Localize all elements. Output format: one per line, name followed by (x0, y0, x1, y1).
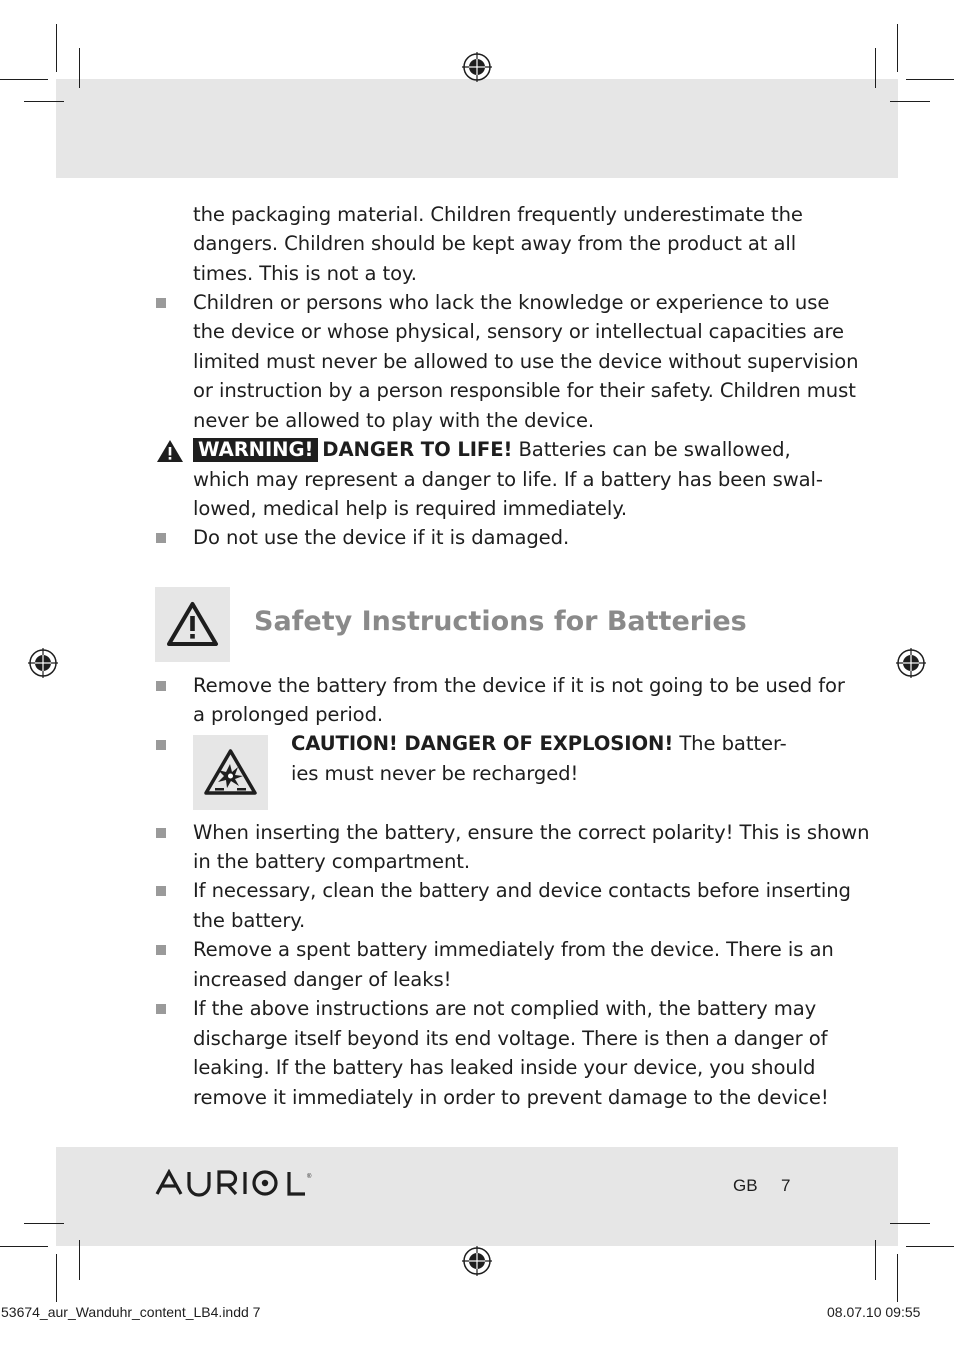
warning-triangle-icon (166, 601, 219, 647)
body-line: discharge itself beyond its end voltage. There is then a danger of (193, 1027, 828, 1050)
page-number: 7 (781, 1176, 791, 1195)
warning-line: which may represent a danger to life. If a battery has been swal- (193, 468, 823, 491)
body-line: If the above instructions are not complied with, the battery may (193, 997, 817, 1020)
bullet-marker (156, 886, 166, 896)
crop-mark (24, 1223, 64, 1224)
body-line: or instruction by a person responsible for their safety. Children must (193, 379, 856, 402)
crop-mark (890, 1223, 930, 1224)
body-line: times. This is not a toy. (193, 262, 417, 285)
crop-mark (875, 48, 876, 88)
body-line: If necessary, clean the battery and device contacts before inserting (193, 879, 851, 902)
warning-line (193, 435, 791, 465)
header-band (56, 79, 898, 178)
registration-mark-icon (28, 648, 58, 678)
body-line: the packaging material. Children frequently underestimate the (193, 203, 803, 226)
crop-mark (897, 24, 898, 72)
registration-mark-icon (462, 52, 492, 82)
section-title: Safety Instructions for Batteries (254, 606, 747, 637)
warning-line: lowed, medical help is required immediately. (193, 497, 628, 520)
registration-mark-icon (462, 1246, 492, 1276)
slug-date: 08.07.10 09:55 (827, 1304, 921, 1320)
bullet-marker (156, 681, 166, 691)
warning-bold: DANGER TO LIFE! (322, 438, 513, 461)
registration-mark-icon (896, 648, 926, 678)
caution-line (291, 729, 787, 759)
body-line: Children or persons who lack the knowledge or experience to use (193, 291, 830, 314)
bullet-marker (156, 945, 166, 955)
caution-text: The batter- (673, 732, 787, 755)
crop-mark (906, 1246, 954, 1247)
crop-mark (0, 79, 48, 80)
body-line: in the battery compartment. (193, 850, 471, 873)
body-line: remove it immediately in order to prevent damage to the device! (193, 1086, 829, 1109)
body-line: increased danger of leaks! (193, 968, 452, 991)
slug-filename: 53674_aur_Wanduhr_content_LB4.indd 7 (1, 1304, 261, 1320)
caution-bold: CAUTION! DANGER OF EXPLOSION! (291, 732, 674, 755)
body-line: the device or whose physical, sensory or intellectual capacities are (193, 320, 845, 343)
crop-mark (875, 1240, 876, 1280)
warning-triangle-icon (156, 439, 184, 463)
crop-mark (56, 24, 57, 72)
caution-line: ies must never be recharged! (291, 762, 579, 785)
crop-mark (79, 48, 80, 88)
warning-text: Batteries can be swallowed, (512, 438, 791, 461)
body-line: the battery. (193, 909, 306, 932)
body-line: limited must never be allowed to use the device without supervision (193, 350, 859, 373)
body-line: Remove a spent battery immediately from the device. There is an (193, 938, 834, 961)
page-language: GB (733, 1176, 758, 1195)
body-line: never be allowed to play with the device. (193, 409, 595, 432)
body-line: Remove the battery from the device if it is not going to be used for (193, 674, 845, 697)
body-line: dangers. Children should be kept away from the product at all (193, 232, 797, 255)
crop-mark (897, 1254, 898, 1302)
body-line: When inserting the battery, ensure the correct polarity! This is shown (193, 821, 870, 844)
crop-mark (79, 1240, 80, 1280)
bullet-marker (156, 533, 166, 543)
crop-mark (890, 101, 930, 102)
explosion-icon (203, 748, 258, 796)
section-icon-box (155, 587, 230, 662)
crop-mark (56, 1254, 57, 1302)
bullet-marker (156, 740, 166, 750)
bullet-marker (156, 1004, 166, 1014)
crop-mark (24, 101, 64, 102)
bullet-marker (156, 828, 166, 838)
brand-logo (155, 1169, 330, 1197)
explosion-icon-box (193, 735, 268, 810)
warning-badge: WARNING! (193, 438, 318, 462)
body-line: Do not use the device if it is damaged. (193, 526, 570, 549)
crop-mark (906, 79, 954, 80)
crop-mark (0, 1246, 48, 1247)
bullet-marker (156, 298, 166, 308)
body-line: a prolonged period. (193, 703, 384, 726)
svg-text:®: ® (307, 1174, 312, 1180)
body-line: leaking. If the battery has leaked inside your device, you should (193, 1056, 816, 1079)
